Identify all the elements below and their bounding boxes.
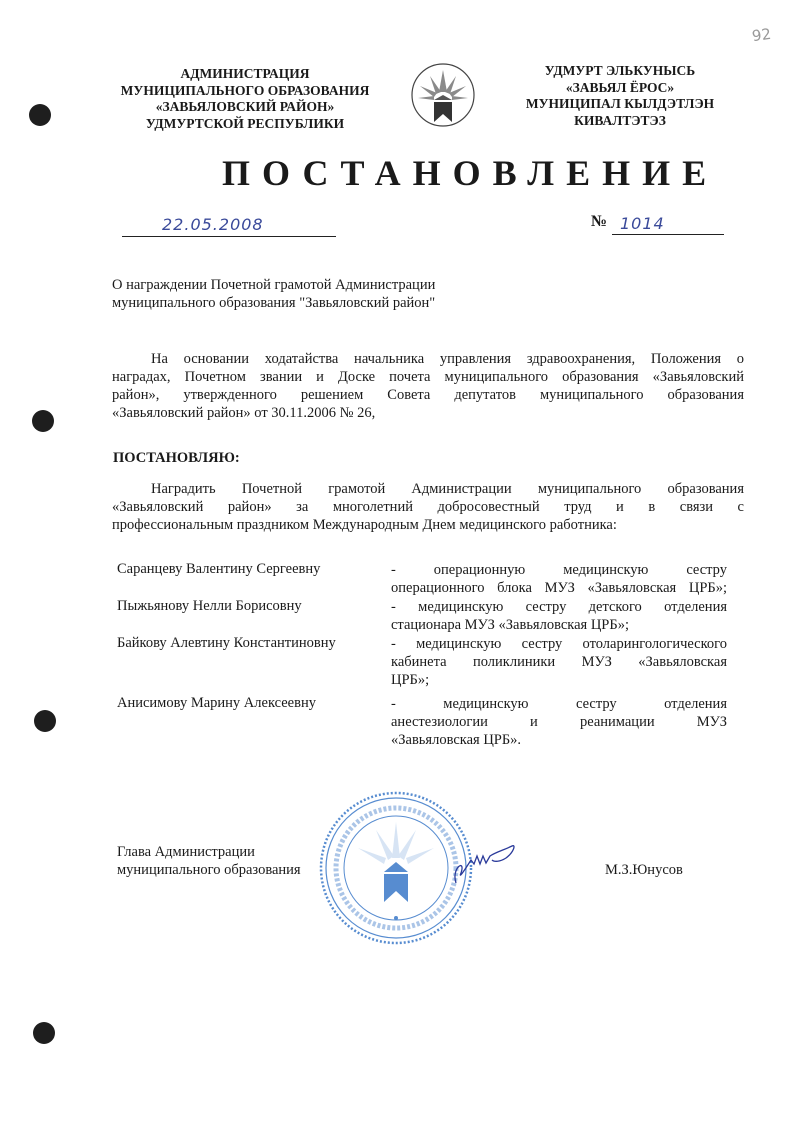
- signatory-position: [117, 843, 301, 879]
- header-right-line: УДМУРТ ЭЛЬКУНЫСЬ: [544, 63, 696, 78]
- awardee-name: Пыжьянову Нелли Борисовну: [117, 598, 302, 614]
- preamble-line: «Завьяловский район» от 30.11.2006 № 26,: [112, 405, 376, 421]
- signature-scribble-icon: [446, 838, 526, 888]
- awardee-name: Байкову Алевтину Константиновну: [117, 635, 336, 651]
- awardee-name: Анисимову Марину Алексеевну: [117, 695, 316, 711]
- header-left-line: МУНИЦИПАЛЬНОГО ОБРАЗОВАНИЯ: [120, 82, 370, 98]
- awardee-description-line: операционного блока МУЗ «Завьяловская ЦРБ»;: [391, 580, 727, 596]
- signatory-name: М.З.Юнусов: [605, 862, 683, 878]
- awardee-description-line: стационара МУЗ «Завьяловская ЦРБ»;: [391, 617, 629, 633]
- punch-hole: [29, 104, 51, 126]
- number-field: [612, 212, 724, 235]
- awardee-description-line: ЦРБ»;: [391, 672, 430, 688]
- awardee-name: Саранцеву Валентину Сергеевну: [117, 561, 321, 577]
- resolve-heading: ПОСТАНОВЛЯЮ:: [113, 450, 240, 466]
- header-left-line: УДМУРТСКОЙ РЕСПУБЛИКИ: [145, 115, 345, 131]
- header-right-line: «ЗАВЬЯЛ ЁРОС»: [565, 79, 675, 95]
- preamble: [112, 350, 744, 422]
- signatory-position-line: Глава Администрации: [117, 844, 255, 860]
- punch-hole: [33, 1022, 55, 1044]
- date-value: 22.05.2008: [162, 215, 264, 234]
- awardee-description: [391, 598, 727, 634]
- signatory-position-line: муниципального образования: [117, 862, 301, 878]
- awardee-description-line: - медицинскую сестру детского отделения: [391, 599, 727, 615]
- preamble-line: наградах, Почетном звании и Доске почета муниципального образования «Завьяловский: [112, 369, 744, 385]
- resolution-line: Наградить Почетной грамотой Администрации муниципального образования: [151, 481, 744, 497]
- number-label: №: [591, 213, 608, 230]
- header-left-line: АДМИНИСТРАЦИЯ: [180, 66, 310, 81]
- page-mark: 92: [750, 24, 773, 46]
- header-right-line: КИВАЛТЭТЭЗ: [574, 112, 666, 128]
- awardee-description-line: - операционную медицинскую сестру: [391, 562, 727, 578]
- header-right-line: МУНИЦИПАЛ КЫЛДЭТЛЭН: [525, 96, 715, 111]
- punch-hole: [32, 410, 54, 432]
- subject-line: О награждении Почетной грамотой Администрации: [112, 277, 436, 293]
- awardee-description: [391, 695, 727, 749]
- resolution: [112, 480, 744, 534]
- number-value: 1014: [620, 214, 665, 233]
- awardee-description-line: кабинета поликлиники МУЗ «Завьяловская: [391, 654, 727, 670]
- header-right: [500, 63, 740, 129]
- resolution-line: профессиональным праздником Международным Днем медицинского работника:: [112, 517, 617, 533]
- awardee-description-line: - медицинскую сестру отоларингологического: [391, 636, 727, 652]
- header-left-line: «ЗАВЬЯЛОВСКИЙ РАЙОН»: [155, 99, 335, 114]
- header-left: [110, 66, 380, 132]
- subject: [112, 276, 512, 312]
- awardee-description: [391, 561, 727, 597]
- awardee-description: [391, 635, 727, 689]
- awardee-description-line: «Завьяловская ЦРБ».: [391, 732, 522, 748]
- preamble-line: район», утвержденного решением Совета депутатов муниципального образования: [112, 387, 744, 403]
- punch-hole: [34, 710, 56, 732]
- emblem-icon: [410, 62, 476, 128]
- date-field: [122, 212, 336, 237]
- preamble-line: На основании ходатайства начальника управления здравоохранения, Положения о: [151, 351, 744, 367]
- awardee-description-line: анестезиологии и реанимации МУЗ: [391, 714, 727, 730]
- awardee-description-line: - медицинскую сестру отделения: [391, 696, 727, 712]
- document-title: ПОСТАНОВЛЕНИЕ: [222, 153, 719, 193]
- subject-line: муниципального образования "Завьяловский район": [112, 295, 436, 311]
- resolution-line: «Завьяловский район» за многолетний добросовестный труд и в связи с: [112, 499, 744, 515]
